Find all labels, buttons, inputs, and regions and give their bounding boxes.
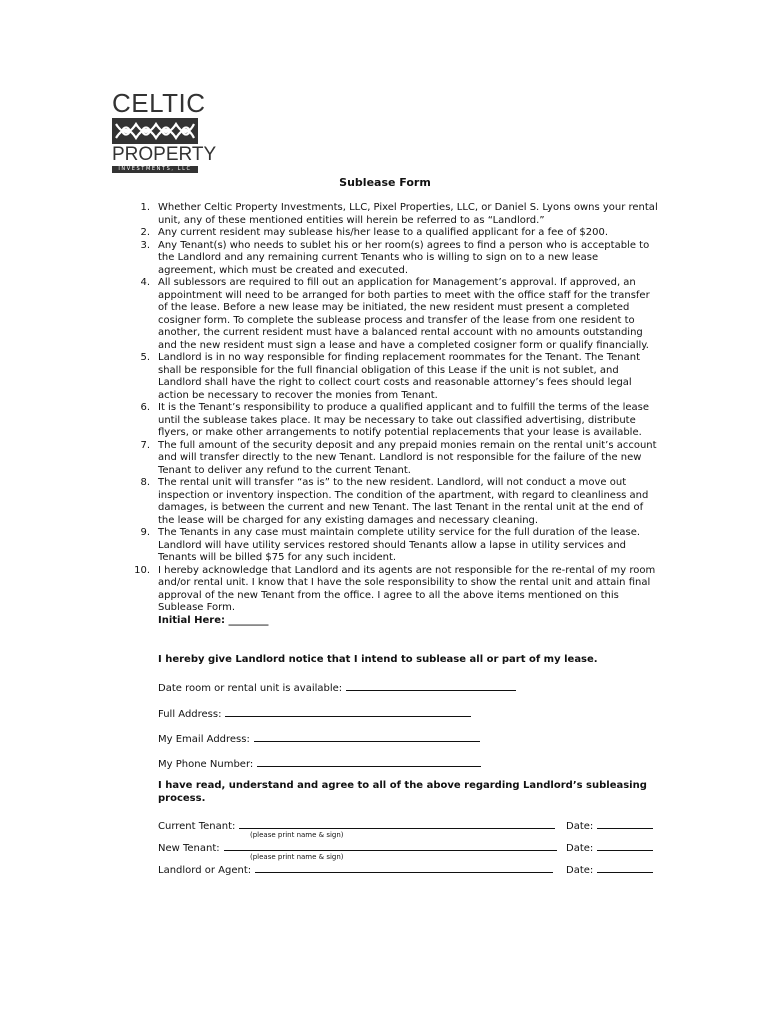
item-number: 9.	[140, 527, 150, 538]
item-number: 4.	[140, 277, 150, 288]
date-available-label: Date room or rental unit is available:	[158, 683, 343, 694]
new-tenant-label: New Tenant:	[158, 843, 220, 854]
current-tenant-input[interactable]	[239, 818, 555, 829]
item-text: The rental unit will transfer “as is” to the new resident. Landlord, will not conduct a move out inspection or inventory inspection. The condition of the apartment, with regard to cleanliness and damages, is between the current and new Tenant. The last Tenant in the rental unit at the end of the lease will be charged for any existing damages and necessary cleaning.	[158, 477, 649, 526]
item-number: 8.	[140, 477, 150, 488]
new-tenant-input[interactable]	[224, 840, 557, 851]
item-text: The full amount of the security deposit and any prepaid monies remain on the rental unit’s account and will transfer directly to the new Tenant. Landlord is not responsible for the failure of the new Tenant to deliver any refund to the current Tenant.	[158, 439, 657, 476]
current-tenant-date	[566, 818, 653, 832]
print-name-hint: (please print name & sign)	[250, 831, 344, 839]
celtic-property-logo	[112, 88, 217, 173]
landlord-date-input[interactable]	[597, 862, 653, 873]
landlord-input[interactable]	[255, 862, 553, 873]
logo-text-top: CELTIC	[112, 88, 206, 118]
date-available-field	[158, 680, 516, 695]
full-address-label: Full Address:	[158, 709, 222, 720]
phone-label: My Phone Number:	[158, 759, 254, 770]
email-field	[158, 731, 480, 746]
item-number: 7.	[140, 439, 150, 451]
landlord-label: Landlord or Agent:	[158, 865, 252, 876]
date-label: Date:	[566, 843, 594, 854]
list-item	[140, 227, 658, 240]
item-text: The Tenants in any case must maintain complete utility service for the full duration of the lease. Landlord will have utility services restored should Tenants allow a lapse in utility services and Tenants will be billed $75 for any such incident.	[158, 527, 641, 563]
new-tenant-signature	[158, 840, 557, 855]
agreement-statement: I have read, understand and agree to all of the above regarding Landlord’s subleasing process.	[158, 780, 647, 804]
full-address-field	[158, 706, 471, 721]
list-item	[134, 564, 658, 628]
item-text: Any current resident may sublease his/her lease to a qualified applicant for a fee of $200.	[158, 227, 609, 238]
print-name-hint: (please print name & sign)	[250, 853, 344, 861]
celtic-knot-icon	[112, 118, 198, 144]
page-title: Sublease Form	[339, 176, 431, 189]
item-text: I hereby acknowledge that Landlord and its agents are not responsible for the re-rental of my room and/or rental unit. I know that I have the sole responsibility to show the rental unit and attain final approval of the new Tenant from the office. I agree to all the above items mentioned on this Sublease Form.	[158, 564, 656, 613]
item-number: 5.	[140, 352, 150, 363]
new-tenant-date-input[interactable]	[597, 840, 653, 851]
item-text: All sublessors are required to fill out an application for Management’s approval. If approved, an appointment will need to be arranged for both parties to meet with the office staff for the transfer of the lease. Before a new lease may be initiated, the new resident must present a completed cosigner form. To complete the sublease process and transfer of the lease from one resident to another, the current resident must have a balanced rental account with no amounts outstanding and the new resident must sign a lease and have a completed cosigner form or qualify financially.	[158, 277, 650, 351]
list-item	[140, 277, 658, 352]
phone-input[interactable]	[257, 756, 481, 767]
list-item	[140, 352, 658, 402]
item-number: 6.	[140, 402, 150, 413]
phone-field	[158, 756, 481, 771]
current-tenant-signature	[158, 818, 555, 833]
logo-text-bottom: PROPERTY	[112, 144, 217, 165]
date-available-input[interactable]	[346, 680, 516, 691]
initial-here-field[interactable]: Initial Here: ________	[158, 614, 269, 626]
list-item	[140, 202, 658, 227]
current-tenant-date-input[interactable]	[597, 818, 653, 829]
email-input[interactable]	[254, 731, 480, 742]
item-number: 1.	[140, 202, 150, 213]
list-item	[140, 439, 658, 478]
item-text: Any Tenant(s) who needs to sublet his or her room(s) agrees to find a person who is acceptable to the Landlord and any remaining current Tenants who is willing to sign on to a new lease agreement, which must be created and executed.	[158, 239, 650, 276]
item-text: It is the Tenant’s responsibility to produce a qualified applicant and to fulfill the terms of the lease until the sublease takes place. It may be necessary to take out classified advertising, distribute flyers, or make other arrangements to notify potential replacements that your lease is available.	[158, 402, 650, 438]
date-label: Date:	[566, 865, 594, 876]
email-label: My Email Address:	[158, 734, 250, 745]
item-number: 10.	[134, 564, 150, 576]
terms-list	[134, 202, 658, 627]
item-number: 3.	[140, 239, 150, 251]
new-tenant-date	[566, 840, 653, 854]
list-item	[140, 527, 658, 565]
landlord-signature	[158, 862, 553, 877]
landlord-date	[566, 862, 653, 876]
list-item	[140, 402, 658, 440]
date-label: Date:	[566, 821, 594, 832]
item-number: 2.	[140, 227, 150, 238]
full-address-input[interactable]	[225, 706, 471, 717]
current-tenant-label: Current Tenant:	[158, 821, 236, 832]
list-item	[140, 239, 658, 278]
item-text: Landlord is in no way responsible for finding replacement roommates for the Tenant. The Tenant shall be responsible for the full financial obligation of this Lease if the unit is not sublet, and Landlord shall have the right to collect court costs and reasonable attorney’s fees should legal action be necessary to recover the monies from Tenant.	[158, 352, 641, 401]
item-text: Whether Celtic Property Investments, LLC, Pixel Properties, LLC, or Daniel S. Lyons owns your rental unit, any of these mentioned entities will herein be referred to as “Landlord.”	[158, 202, 658, 226]
list-item	[140, 477, 658, 527]
sublease-notice: I hereby give Landlord notice that I intend to sublease all or part of my lease.	[158, 654, 598, 665]
logo-subtitle: INVESTMENTS, LLC	[112, 166, 198, 173]
